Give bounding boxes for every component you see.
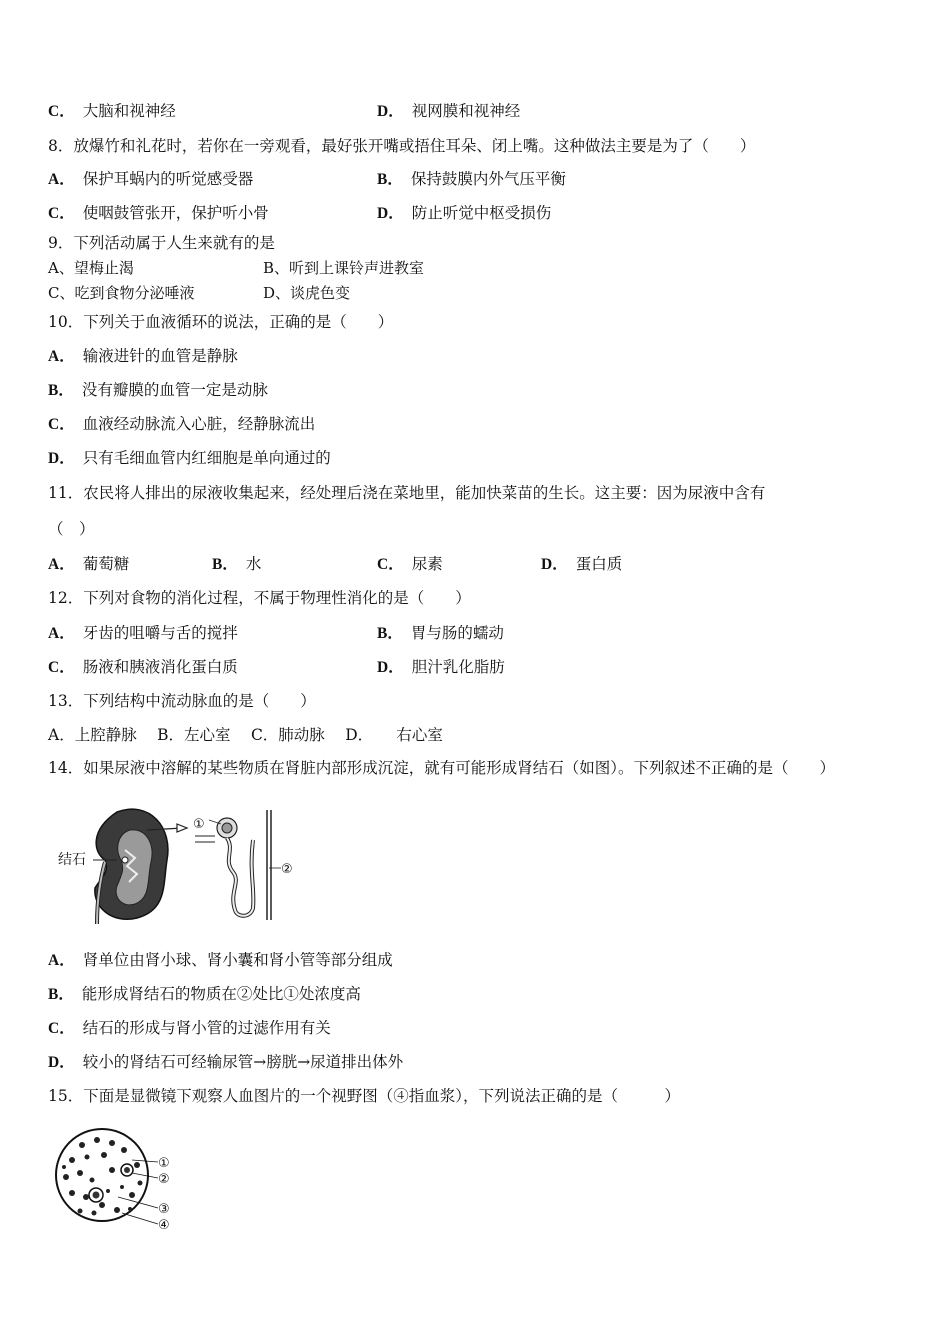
option-text: 只有毛细血管内红细胞是单向通过的 — [82, 449, 331, 467]
q10-option-d — [48, 448, 331, 469]
q10-option-c — [48, 414, 315, 435]
option-text: 胃与肠的蠕动 — [410, 624, 504, 642]
option-text: 大脑和视神经 — [82, 102, 176, 120]
q8-option-b — [377, 169, 566, 190]
q10-option-b — [48, 380, 268, 401]
q11-option-a — [48, 554, 129, 575]
option-label: B． — [212, 556, 238, 573]
q10-option-a — [48, 346, 238, 367]
option-text: 胆汁乳化脂肪 — [411, 658, 505, 676]
option-label: A． — [48, 625, 75, 642]
white-cell-nucleus — [124, 1167, 130, 1173]
option-label: C． — [48, 103, 75, 120]
q10-stem: 10．下列关于血液循环的说法，正确的是（ ） — [48, 313, 394, 331]
q11-option-c — [377, 554, 443, 575]
q11-option-b — [212, 554, 261, 575]
q9-option-a: A、望梅止渴 — [48, 259, 134, 277]
fig-label-2: ② — [281, 862, 293, 877]
option-text: 蛋白质 — [575, 555, 623, 573]
option-label: D． — [377, 103, 404, 120]
option-label: B． — [48, 986, 74, 1003]
q12-option-a — [48, 623, 238, 644]
option-label: B． — [377, 625, 403, 642]
q12-stem: 12．下列对食物的消化过程，不属于物理性消化的是（ ） — [48, 589, 471, 607]
option-label: D． — [48, 450, 75, 467]
q14-option-b — [48, 984, 361, 1005]
option-text: 没有瓣膜的血管一定是动脉 — [81, 381, 268, 399]
q8-stem: 8．放爆竹和礼花时，若你在一旁观看，最好张开嘴或捂住耳朵、闭上嘴。这种做法主要是为了（ ） — [48, 137, 756, 155]
option-text: 能形成肾结石的物质在②处比①处浓度高 — [81, 985, 361, 1003]
q11-option-d — [541, 554, 622, 575]
q14-option-a — [48, 950, 393, 971]
option-text: 保持鼓膜内外气压平衡 — [410, 170, 566, 188]
kidney-nephron-figure — [55, 800, 305, 925]
q11-stem-cont: （ ） — [48, 520, 95, 538]
option-label: C． — [48, 659, 75, 676]
fig-label-2: ② — [158, 1172, 170, 1187]
fig-label-1: ① — [158, 1156, 170, 1171]
q15-stem: 15．下面是显微镜下观察人血图片的一个视野图（④指血浆），下列说法正确的是（ ） — [48, 1087, 680, 1105]
option-label: D． — [541, 556, 568, 573]
q8-option-a — [48, 169, 253, 190]
fig-label-stone: 结石 — [58, 852, 86, 868]
option-label: D． — [377, 205, 404, 222]
option-text: 使咽鼓管张开，保护听小骨 — [82, 204, 269, 222]
q8-option-d — [377, 203, 551, 224]
q12-option-c — [48, 657, 238, 678]
option-text: 肾单位由肾小球、肾小囊和肾小管等部分组成 — [82, 951, 393, 969]
q12-option-d — [377, 657, 505, 678]
q7-option-d — [377, 101, 520, 122]
q9-stem: 9．下列活动属于人生来就有的是 — [48, 234, 275, 252]
option-label: A． — [48, 952, 75, 969]
q9-option-d: D、谈虎色变 — [263, 284, 351, 302]
option-label: D． — [377, 659, 404, 676]
option-text: 牙齿的咀嚼与舌的搅拌 — [82, 624, 238, 642]
q9-option-c: C、吃到食物分泌唾液 — [48, 284, 195, 302]
q7-option-c — [48, 101, 176, 122]
q8-option-c — [48, 203, 269, 224]
option-label: B． — [48, 382, 74, 399]
option-label: D． — [48, 1054, 75, 1071]
option-label: A． — [48, 171, 75, 188]
q14-option-d — [48, 1052, 403, 1073]
option-label: C． — [377, 556, 404, 573]
nephron-drawing — [195, 810, 281, 920]
fig-label-4: ④ — [158, 1218, 170, 1233]
q14-stem: 14．如果尿液中溶解的某些物质在肾脏内部形成沉淀，就有可能形成肾结石（如图）。下列叙述不正确的是（ ） — [48, 759, 835, 777]
q11-stem: 11．农民将人排出的尿液收集起来，经处理后浇在菜地里，能加快菜苗的生长。这主要：因为尿液中含有 — [48, 484, 766, 502]
option-text: 尿素 — [411, 555, 443, 573]
fig-label-3: ③ — [158, 1202, 170, 1217]
option-label: B． — [377, 171, 403, 188]
option-text: 肠液和胰液消化蛋白质 — [82, 658, 238, 676]
kidney-drawing — [93, 809, 187, 924]
q13-options: A．上腔静脉 B．左心室 C．肺动脉 D． 右心室 — [48, 726, 443, 744]
option-label: C． — [48, 205, 75, 222]
white-cell-nucleus — [93, 1192, 100, 1199]
option-label: C． — [48, 416, 75, 433]
option-text: 血液经动脉流入心脏，经静脉流出 — [82, 415, 316, 433]
option-text: 保护耳蜗内的听觉感受器 — [82, 170, 254, 188]
option-label: C． — [48, 1020, 75, 1037]
option-text: 水 — [245, 555, 262, 573]
option-label: A． — [48, 348, 75, 365]
q14-option-c — [48, 1018, 331, 1039]
option-text: 葡萄糖 — [82, 555, 130, 573]
q12-option-b — [377, 623, 504, 644]
option-text: 结石的形成与肾小管的过滤作用有关 — [82, 1019, 331, 1037]
fig-label-1: ① — [193, 817, 205, 832]
option-text: 输液进针的血管是静脉 — [82, 347, 238, 365]
q9-option-b: B、听到上课铃声进教室 — [263, 259, 425, 277]
option-text: 视网膜和视神经 — [411, 102, 521, 120]
option-text: 防止听觉中枢受损伤 — [411, 204, 552, 222]
option-text: 较小的肾结石可经输尿管→膀胱→尿道排出体外 — [82, 1053, 404, 1071]
blood-smear-figure — [52, 1125, 182, 1240]
q13-stem: 13．下列结构中流动脉血的是（ ） — [48, 692, 316, 710]
option-label: A． — [48, 556, 75, 573]
